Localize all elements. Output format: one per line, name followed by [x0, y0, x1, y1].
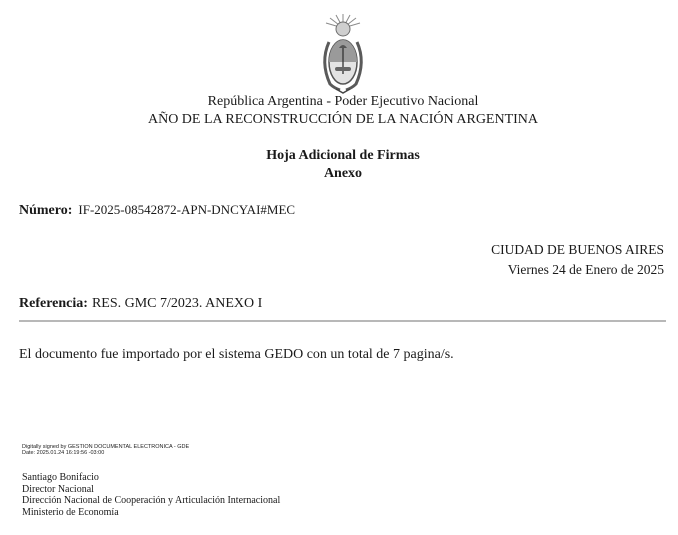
signer-office: Dirección Nacional de Cooperación y Articulación Internacional [22, 495, 281, 506]
digital-signature-date: Date: 2025.01.24 16:19:56 -03:00 [22, 450, 105, 456]
document-number [19, 202, 295, 219]
signer-name: Santiago Bonifacio [22, 472, 99, 483]
document-date: Viernes 24 de Enero de 2025 [507, 262, 664, 277]
document-body: El documento fue importado por el sistema GEDO con un total de 7 pagina/s. [19, 347, 454, 362]
coat-of-arms-seal [316, 12, 370, 96]
signer-ministry: Ministerio de Economía [22, 507, 119, 518]
document-reference [19, 296, 262, 312]
government-header: República Argentina - Poder Ejecutivo Nacional [207, 94, 479, 109]
reference-value: RES. GMC 7/2023. ANEXO I [91, 296, 263, 311]
document-subtitle: Anexo [323, 166, 363, 181]
signer-position: Director Nacional [22, 484, 94, 495]
section-divider [19, 320, 666, 322]
reference-label: Referencia: [19, 296, 88, 311]
document-title: Hoja Adicional de Firmas [266, 148, 420, 163]
year-motto: AÑO DE LA RECONSTRUCCIÓN DE LA NACIÓN ARGENTINA [147, 112, 539, 127]
digital-signature-line: Digitally signed by GESTION DOCUMENTAL ELECTRONICA - GDE [22, 444, 190, 450]
document-number-value: IF-2025-08542872-APN-DNCYAI#MEC [78, 202, 296, 217]
document-city: CIUDAD DE BUENOS AIRES [491, 242, 664, 257]
document-number-label: Número: [19, 203, 73, 218]
